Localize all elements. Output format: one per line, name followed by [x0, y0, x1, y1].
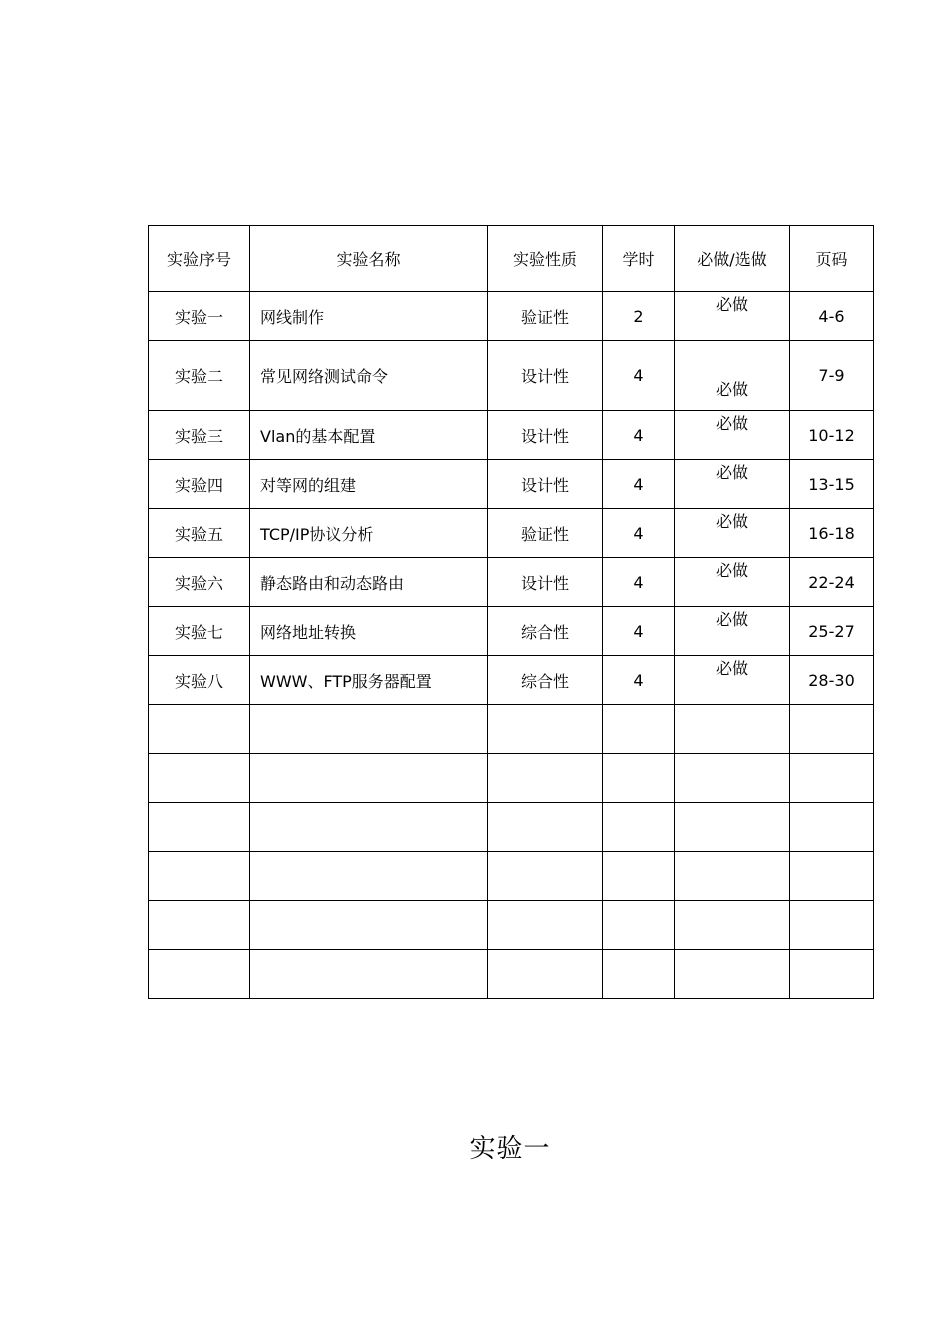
table-row [149, 292, 874, 341]
experiment-no: 实验四 [149, 460, 250, 509]
experiment-required: 必做 [675, 558, 790, 607]
experiment-nature: 设计性 [488, 341, 603, 411]
experiment-pages: 7-9 [790, 341, 874, 411]
experiment-name: WWW、FTP服务器配置 [250, 656, 488, 705]
experiment-no: 实验三 [149, 411, 250, 460]
empty-cell [790, 852, 874, 901]
experiment-nature: 综合性 [488, 656, 603, 705]
experiment-hours: 4 [603, 656, 675, 705]
experiment-hours: 4 [603, 607, 675, 656]
experiment-name: TCP/IP协议分析 [250, 509, 488, 558]
empty-cell [603, 803, 675, 852]
experiment-name: Vlan的基本配置 [250, 411, 488, 460]
experiment-no: 实验七 [149, 607, 250, 656]
experiment-required: 必做 [675, 341, 790, 411]
empty-cell [488, 950, 603, 999]
experiment-nature: 验证性 [488, 292, 603, 341]
empty-cell [488, 803, 603, 852]
experiment-required: 必做 [675, 292, 790, 341]
empty-cell [790, 901, 874, 950]
experiment-pages: 28-30 [790, 656, 874, 705]
empty-cell [250, 852, 488, 901]
empty-cell [790, 754, 874, 803]
experiment-hours: 2 [603, 292, 675, 341]
header-experiment-nature: 实验性质 [488, 226, 603, 292]
table-row [149, 656, 874, 705]
empty-cell [488, 901, 603, 950]
empty-table-row [149, 852, 874, 901]
experiment-schedule-table [148, 225, 874, 999]
experiment-nature: 综合性 [488, 607, 603, 656]
experiment-name: 网络地址转换 [250, 607, 488, 656]
empty-cell [250, 705, 488, 754]
experiment-no: 实验一 [149, 292, 250, 341]
header-pages: 页码 [790, 226, 874, 292]
table-row [149, 509, 874, 558]
empty-cell [250, 754, 488, 803]
experiment-pages: 25-27 [790, 607, 874, 656]
experiment-hours: 4 [603, 558, 675, 607]
empty-cell [603, 705, 675, 754]
empty-cell [675, 754, 790, 803]
experiment-pages: 10-12 [790, 411, 874, 460]
empty-table-row [149, 803, 874, 852]
empty-cell [675, 852, 790, 901]
empty-table-row [149, 950, 874, 999]
table-row [149, 558, 874, 607]
header-experiment-no: 实验序号 [149, 226, 250, 292]
empty-cell [488, 705, 603, 754]
experiment-required: 必做 [675, 509, 790, 558]
experiment-no: 实验六 [149, 558, 250, 607]
experiment-name: 常见网络测试命令 [250, 341, 488, 411]
experiment-hours: 4 [603, 411, 675, 460]
experiment-name: 对等网的组建 [250, 460, 488, 509]
experiment-pages: 16-18 [790, 509, 874, 558]
experiment-required: 必做 [675, 411, 790, 460]
empty-cell [250, 901, 488, 950]
experiment-pages: 22-24 [790, 558, 874, 607]
table-row [149, 607, 874, 656]
empty-cell [250, 803, 488, 852]
empty-cell [790, 950, 874, 999]
empty-cell [488, 852, 603, 901]
empty-cell [149, 901, 250, 950]
empty-cell [603, 901, 675, 950]
experiment-required: 必做 [675, 607, 790, 656]
empty-cell [603, 852, 675, 901]
experiment-no: 实验二 [149, 341, 250, 411]
empty-cell [149, 950, 250, 999]
experiment-name: 静态路由和动态路由 [250, 558, 488, 607]
experiment-required: 必做 [675, 656, 790, 705]
empty-table-row [149, 754, 874, 803]
empty-cell [790, 803, 874, 852]
experiment-nature: 验证性 [488, 509, 603, 558]
empty-cell [675, 901, 790, 950]
table-header-row [149, 226, 874, 292]
experiment-nature: 设计性 [488, 460, 603, 509]
empty-cell [488, 754, 603, 803]
experiment-pages: 4-6 [790, 292, 874, 341]
experiment-no: 实验五 [149, 509, 250, 558]
empty-cell [250, 950, 488, 999]
empty-cell [149, 705, 250, 754]
table-row [149, 411, 874, 460]
experiment-hours: 4 [603, 341, 675, 411]
section-heading: 实验一 [469, 1134, 551, 1164]
header-hours: 学时 [603, 226, 675, 292]
empty-table-row [149, 705, 874, 754]
experiment-no: 实验八 [149, 656, 250, 705]
table-row [149, 460, 874, 509]
empty-cell [790, 705, 874, 754]
empty-cell [149, 803, 250, 852]
table-row [149, 341, 874, 411]
empty-cell [675, 950, 790, 999]
empty-cell [149, 852, 250, 901]
experiment-pages: 13-15 [790, 460, 874, 509]
experiment-required: 必做 [675, 460, 790, 509]
experiment-nature: 设计性 [488, 558, 603, 607]
experiment-nature: 设计性 [488, 411, 603, 460]
empty-cell [675, 705, 790, 754]
empty-cell [149, 754, 250, 803]
header-required-optional: 必做/选做 [675, 226, 790, 292]
empty-table-row [149, 901, 874, 950]
experiment-hours: 4 [603, 460, 675, 509]
experiment-hours: 4 [603, 509, 675, 558]
empty-cell [603, 950, 675, 999]
header-experiment-name: 实验名称 [250, 226, 488, 292]
experiment-name: 网线制作 [250, 292, 488, 341]
empty-cell [675, 803, 790, 852]
empty-cell [603, 754, 675, 803]
